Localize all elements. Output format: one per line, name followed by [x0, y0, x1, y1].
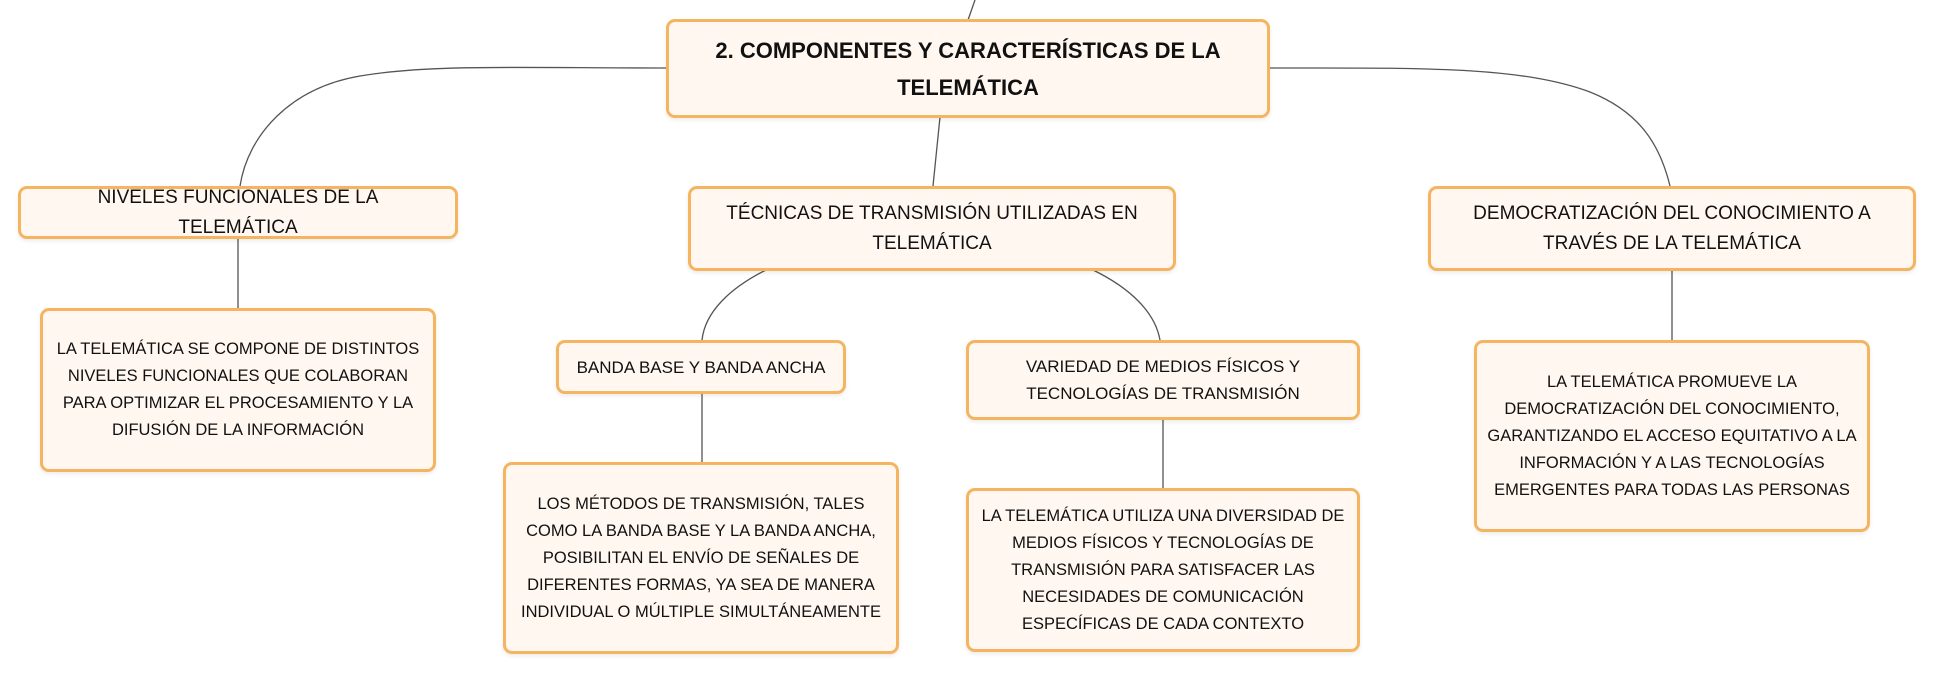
connector-root-democratizacion [1268, 68, 1670, 186]
connector-root-niveles [240, 67, 668, 186]
branch-tecnicas-label: TÉCNICAS DE TRANSMISIÓN UTILIZADAS EN TELEMÁTICA [726, 202, 1138, 254]
sub-variedad-label: VARIEDAD DE MEDIOS FÍSICOS Y TECNOLOGÍAS DE TRANSMISIÓN [1025, 357, 1301, 403]
root-topic-label: 2. COMPONENTES Y CARACTERÍSTICAS DE LA TELEMÁTICA [715, 37, 1221, 100]
detail-variedad-medios[interactable] [966, 488, 1360, 652]
detail-democratizacion-text: LA TELEMÁTICA PROMUEVE LA DEMOCRATIZACIÓN DEL CONOCIMIENTO, GARANTIZANDO EL ACCESO EQUITATIVO A LA INFORMACIÓN Y A LAS TECNOLOGÍAS EMERGENTES PARA TODAS LAS PERSONAS [1487, 372, 1857, 499]
sub-banda-base-label: BANDA BASE Y BANDA ANCHA [576, 357, 826, 377]
connector-root-tecnicas [933, 117, 940, 186]
sub-variedad-medios[interactable] [966, 340, 1360, 420]
detail-variedad-text: LA TELEMÁTICA UTILIZA UNA DIVERSIDAD DE MEDIOS FÍSICOS Y TECNOLOGÍAS DE TRANSMISIÓN PARA SATISFACER LAS NECESIDADES DE COMUNICACIÓN ESPECÍFICAS DE CADA CONTEXTO [981, 506, 1345, 633]
connector-incoming-root [968, 0, 975, 20]
connector-tecnicas-variedad [1093, 270, 1160, 340]
branch-democratizacion-label: DEMOCRATIZACIÓN DEL CONOCIMIENTO A TRAVÉS DE LA TELEMÁTICA [1473, 202, 1871, 254]
branch-niveles-label: NIVELES FUNCIONALES DE LA TELEMÁTICA [97, 186, 379, 238]
root-topic[interactable] [666, 19, 1270, 118]
detail-banda-base[interactable] [503, 462, 899, 654]
detail-democratizacion[interactable] [1474, 340, 1870, 532]
detail-banda-base-text: LOS MÉTODOS DE TRANSMISIÓN, TALES COMO LA BANDA BASE Y LA BANDA ANCHA, POSIBILITAN EL ENVÍO DE SEÑALES DE DIFERENTES FORMAS, YA SEA DE MANERA INDIVIDUAL O MÚLTIPLE SIMULTÁNEAMENTE [520, 494, 881, 621]
branch-tecnicas-transmision[interactable] [688, 186, 1176, 271]
branch-niveles-funcionales[interactable] [18, 186, 458, 239]
connector-tecnicas-banda [702, 270, 766, 340]
sub-banda-base[interactable] [556, 340, 846, 394]
detail-niveles-funcionales[interactable] [40, 308, 436, 472]
detail-niveles-text: LA TELEMÁTICA SE COMPONE DE DISTINTOS NIVELES FUNCIONALES QUE COLABORAN PARA OPTIMIZAR EL PROCESAMIENTO Y LA DIFUSIÓN DE LA INFORMACIÓN [56, 340, 420, 439]
branch-democratizacion[interactable] [1428, 186, 1916, 271]
